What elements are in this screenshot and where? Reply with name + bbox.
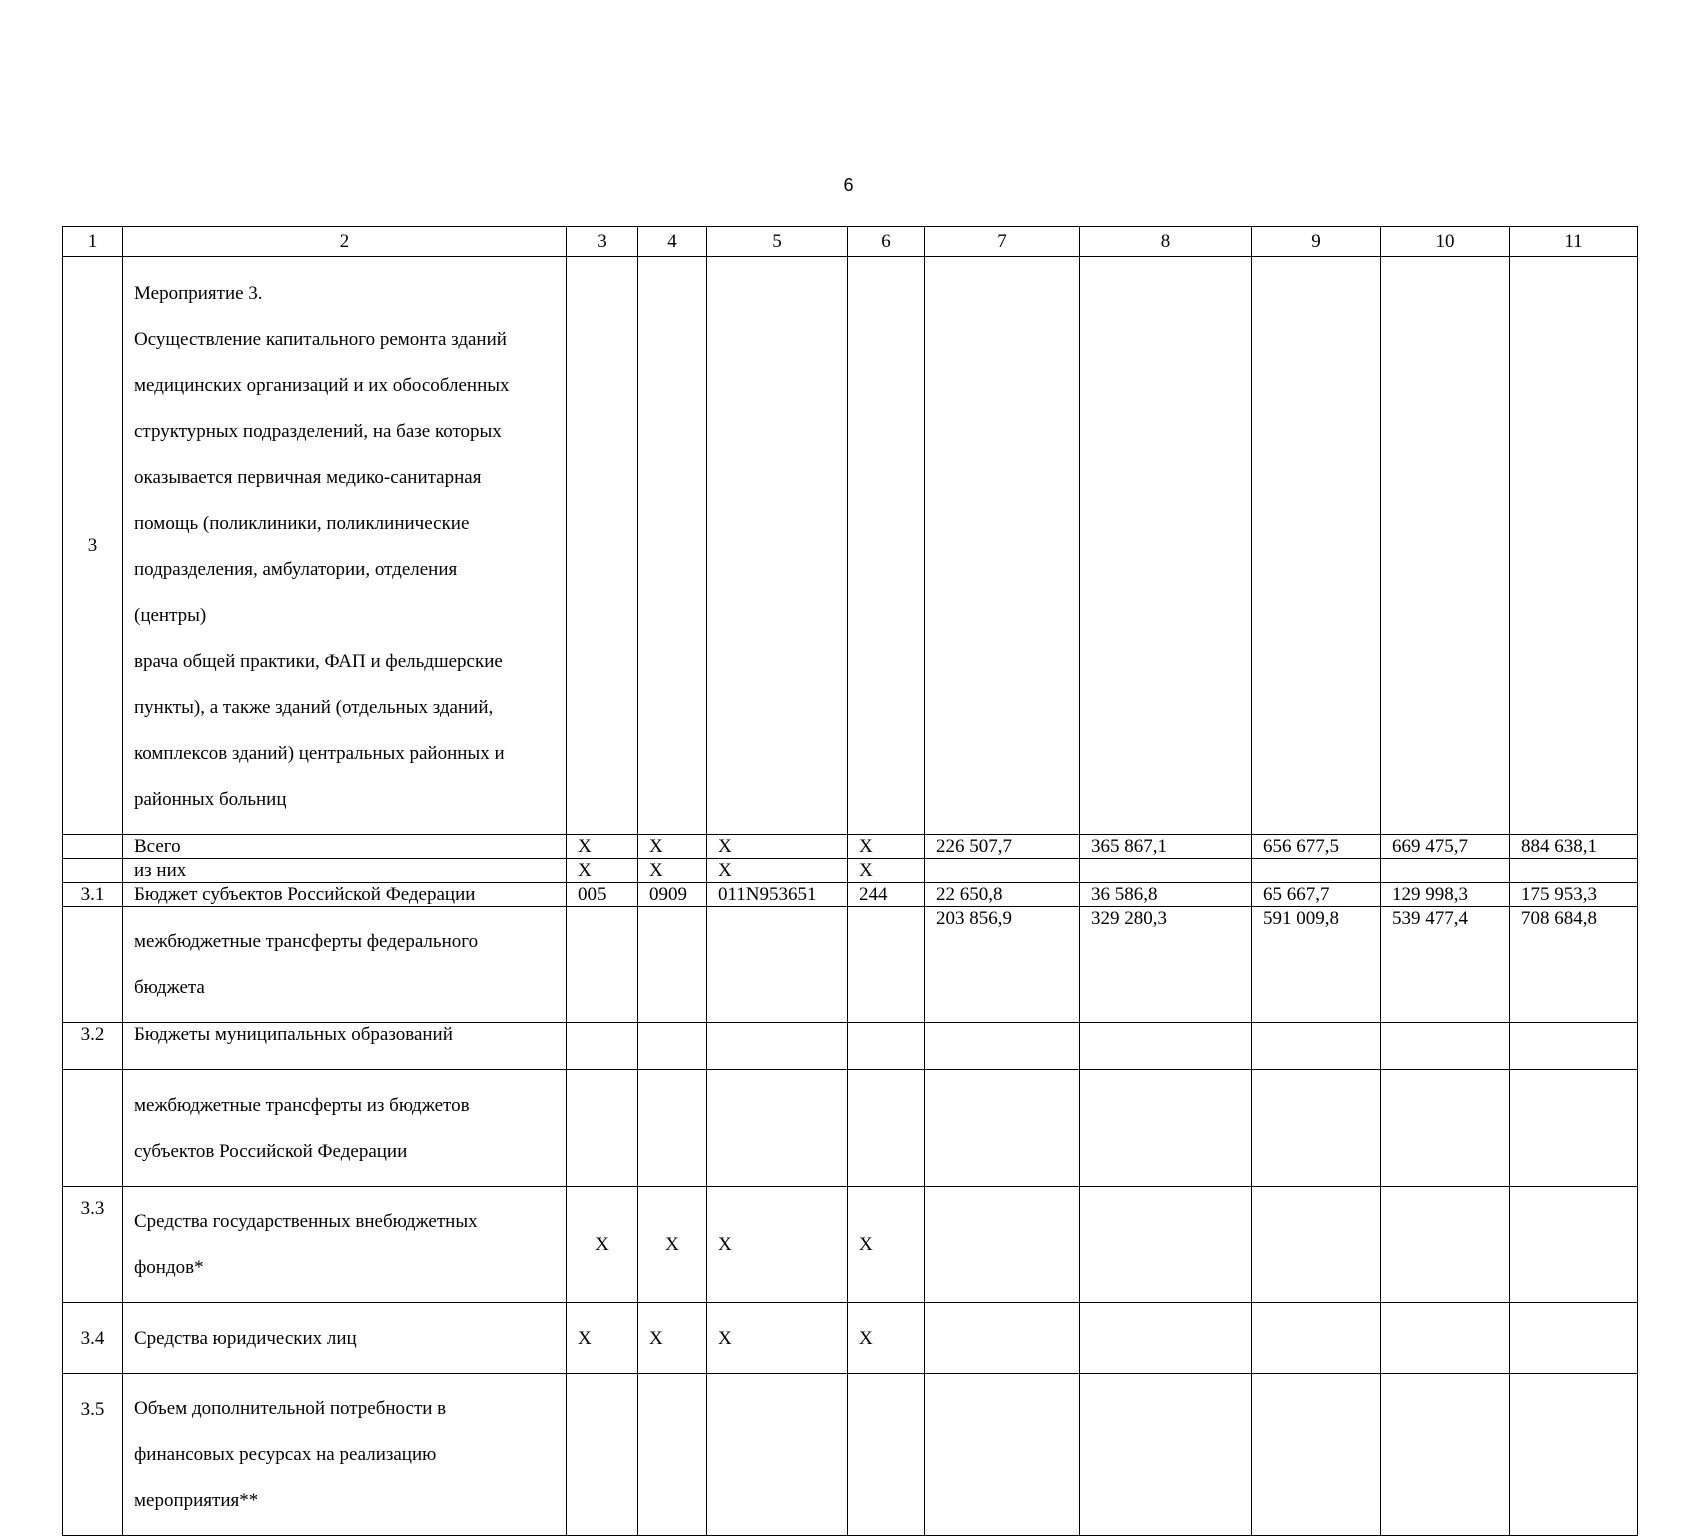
table-row (63, 907, 1638, 1023)
measure-description-line: (центры) (134, 605, 207, 626)
row-number: 3.1 (63, 883, 123, 907)
table-cell: 0909 (638, 883, 707, 907)
row-label-line: мероприятия** (134, 1490, 259, 1511)
table-cell: 226 507,7 (925, 835, 1080, 859)
table-cell: Х (707, 1187, 848, 1303)
row-label: Всего (123, 835, 567, 859)
row-number (63, 835, 123, 859)
row-label (123, 1374, 567, 1536)
table-cell (707, 907, 848, 1023)
table-cell: Х (638, 1187, 707, 1303)
column-header: 2 (123, 227, 567, 257)
table-cell: 884 638,1 (1510, 835, 1638, 859)
table-cell (1381, 859, 1510, 883)
row-number: 3.2 (63, 1023, 123, 1070)
column-header: 7 (925, 227, 1080, 257)
column-header: 8 (1080, 227, 1252, 257)
measure-description-line: комплексов зданий) центральных районных и (134, 743, 505, 764)
measure-row (63, 257, 1638, 835)
row-label-line: Объем дополнительной потребности в (134, 1398, 447, 1419)
table-row (63, 1374, 1638, 1536)
table-cell: 011N953651 (707, 883, 848, 907)
measure-description-line: структурных подразделений, на базе которых (134, 421, 502, 442)
measure-description-line: пункты), а также зданий (отдельных зданий, (134, 697, 494, 718)
row-label: из них (123, 859, 567, 883)
row-label: Средства юридических лиц (123, 1303, 567, 1374)
row-label-line: финансовых ресурсах на реализацию (134, 1444, 437, 1465)
column-header: 3 (567, 227, 638, 257)
table-cell: Х (567, 835, 638, 859)
table-cell (567, 907, 638, 1023)
row-number (63, 859, 123, 883)
measure-description-line: Осуществление капитального ремонта зданий (134, 329, 507, 350)
table-row (63, 1023, 1638, 1070)
table-row (63, 883, 1638, 907)
table-row (63, 1303, 1638, 1374)
table-cell: Х (638, 835, 707, 859)
row-number: 3 (63, 257, 123, 835)
row-label-line: межбюджетные трансферты из бюджетов (134, 1095, 470, 1116)
row-label-line: фондов* (134, 1257, 204, 1278)
row-label (123, 1070, 567, 1187)
column-header: 9 (1252, 227, 1381, 257)
table-cell: Х (848, 835, 925, 859)
row-number: 3.5 (63, 1374, 123, 1536)
table-cell: Х (848, 1187, 925, 1303)
table-cell: Х (567, 859, 638, 883)
row-number: 3.3 (63, 1187, 123, 1303)
row-number (63, 907, 123, 1023)
measure-description-line: врача общей практики, ФАП и фельдшерские (134, 651, 503, 672)
table-cell: 329 280,3 (1080, 907, 1252, 1023)
measure-description-line: Мероприятие 3. (134, 283, 263, 304)
measure-description-line: помощь (поликлиники, поликлинические (134, 513, 470, 534)
column-header: 5 (707, 227, 848, 257)
column-number-row (63, 227, 1638, 257)
column-header: 1 (63, 227, 123, 257)
table-cell: Х (707, 1303, 848, 1374)
table-cell: Х (707, 835, 848, 859)
table-cell: 203 856,9 (925, 907, 1080, 1023)
table-row (63, 1070, 1638, 1187)
measure-description-line: подразделения, амбулатории, отделения (134, 559, 458, 580)
row-label-line: Средства государственных внебюджетных (134, 1211, 478, 1232)
column-header: 4 (638, 227, 707, 257)
table-cell: 22 650,8 (925, 883, 1080, 907)
table-cell (1080, 859, 1252, 883)
column-header: 6 (848, 227, 925, 257)
table-cell: 656 677,5 (1252, 835, 1381, 859)
row-label: Бюджет субъектов Российской Федерации (123, 883, 567, 907)
table-cell (848, 907, 925, 1023)
measure-description (123, 257, 567, 835)
table-cell: Х (848, 1303, 925, 1374)
table-row (63, 1187, 1638, 1303)
financing-table (62, 226, 1638, 1536)
table-cell: 591 009,8 (1252, 907, 1381, 1023)
table-cell: 244 (848, 883, 925, 907)
table-cell: Х (638, 859, 707, 883)
row-label-line: бюджета (134, 977, 205, 998)
row-number: 3.4 (63, 1303, 123, 1374)
of-them-row (63, 859, 1638, 883)
table-cell (1252, 859, 1381, 883)
total-row (63, 835, 1638, 859)
table-cell: 65 667,7 (1252, 883, 1381, 907)
table-cell: Х (848, 859, 925, 883)
column-header: 10 (1381, 227, 1510, 257)
row-label-line: субъектов Российской Федерации (134, 1141, 408, 1162)
row-label (123, 907, 567, 1023)
table-cell: 669 475,7 (1381, 835, 1510, 859)
measure-description-line: районных больниц (134, 789, 287, 810)
table-cell (1510, 859, 1638, 883)
table-cell: Х (567, 1187, 638, 1303)
table-cell: 005 (567, 883, 638, 907)
table-cell: 175 953,3 (1510, 883, 1638, 907)
column-header: 11 (1510, 227, 1638, 257)
table-cell: Х (707, 859, 848, 883)
table-cell: 708 684,8 (1510, 907, 1638, 1023)
measure-description-line: оказывается первичная медико-санитарная (134, 467, 482, 488)
table-cell: 365 867,1 (1080, 835, 1252, 859)
measure-description-line: медицинских организаций и их обособленных (134, 375, 510, 396)
table-cell (638, 907, 707, 1023)
row-label-line: межбюджетные трансферты федерального (134, 931, 479, 952)
table-cell: 129 998,3 (1381, 883, 1510, 907)
page-number: 6 (843, 175, 854, 195)
table-cell (925, 859, 1080, 883)
table-cell: Х (567, 1303, 638, 1374)
table-cell: 36 586,8 (1080, 883, 1252, 907)
table-cell: 539 477,4 (1381, 907, 1510, 1023)
table-cell: Х (638, 1303, 707, 1374)
row-label: Бюджеты муниципальных образований (123, 1023, 567, 1070)
row-label (123, 1187, 567, 1303)
